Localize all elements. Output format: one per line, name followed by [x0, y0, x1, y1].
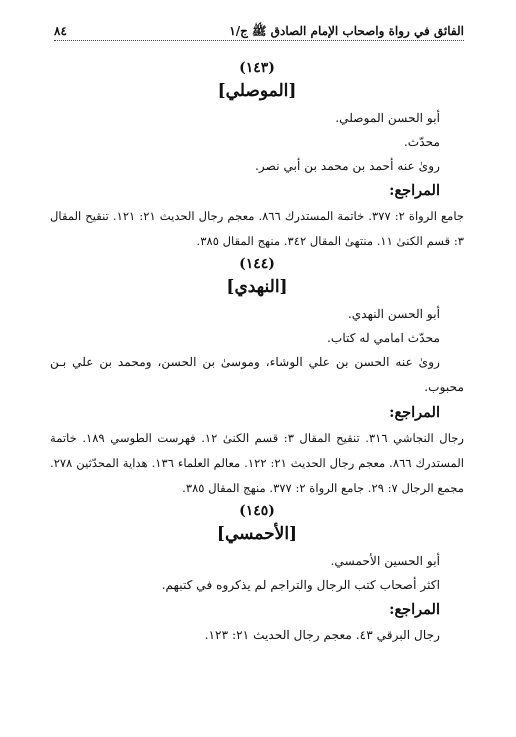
- entry-line: روىٰ عنه الحسن بن علي الوشاء، وموسىٰ بن الحسن، ومحمد بن علي بـن محبوب.: [50, 355, 464, 394]
- entry-line: روىٰ عنه أحمد بن محمد بن أبي نصر.: [255, 159, 440, 173]
- references-heading: المراجع:: [389, 404, 440, 421]
- references-heading: المراجع:: [389, 182, 440, 199]
- entry-name: [الموصلي]: [217, 81, 297, 101]
- references-text: رجال البرقي ٤٣. معجم رجال الحديث ٢١: ١٢٣.: [204, 628, 440, 642]
- entry-number: (١٤٥): [239, 503, 275, 519]
- entry-145: [50, 501, 464, 647]
- entry-line: اكثر أصحاب كتب الرجال والتراجم لم يذكروه في كتبهم.: [161, 578, 440, 592]
- references-text: رجال النجاشي ٣١٦. تنقيح المقال ٣: قسم الكنىٰ ١٢. فهرست الطوسي ١٨٩. خاتمة المستدرك ٨٦٦. معجم رجال الحديث ٢١: ١٢٢. معالم العلماء ١٣٦. هداية المحدّثين ٢٧٨. مجمع الرجال ٧: ٢٩. جامع الرواة ٢: ٣٧٧. منهج المقال ٣٨٥.: [50, 431, 465, 495]
- entry-line: محدّث امامي له كتاب.: [327, 331, 440, 345]
- entry-144: [50, 254, 464, 501]
- entry-name: [الأحمسي]: [216, 524, 298, 544]
- entry-line: محدّث.: [403, 135, 440, 149]
- references-text: جامع الرواة ٢: ٣٧٧. خاتمة المستدرك ٨٦٦. معجم رجال الحديث ٢١: ١٢١. تنقيح المقال ٣: قسم الكنىٰ ١١. منتهىٰ المقال ٣٤٢. منهج المقال ٣٨٥.: [50, 209, 465, 248]
- entry-line: أبو الحسين الأحمسي.: [330, 554, 440, 568]
- running-header: [54, 22, 464, 41]
- page-number: ٨٤: [54, 24, 67, 38]
- entry-143: [50, 58, 464, 254]
- entry-number: (١٤٣): [239, 60, 275, 76]
- page-body: [50, 58, 464, 647]
- references-heading: المراجع:: [389, 601, 440, 618]
- entry-name: [النهدي]: [226, 277, 288, 297]
- entry-number: (١٤٤): [239, 256, 275, 272]
- entry-line: أبو الحسن الموصلي.: [335, 111, 440, 125]
- entry-line: أبو الحسن النهدي.: [347, 307, 440, 321]
- book-title: الفائق في رواة واصحاب الإمام الصادق ﷺ ج/١: [229, 24, 464, 38]
